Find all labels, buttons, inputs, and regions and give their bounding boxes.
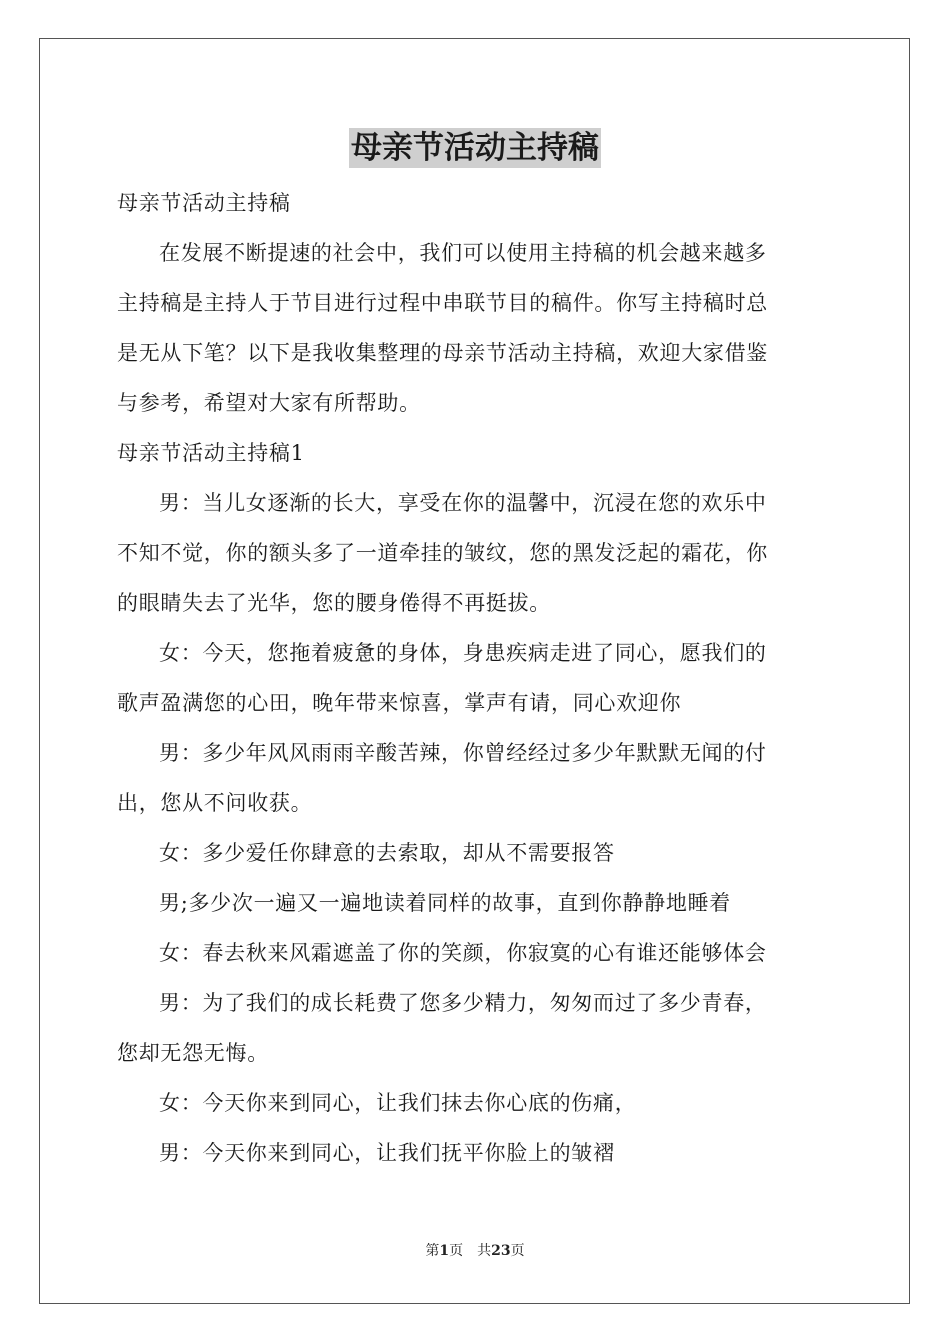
dialogue-paragraph <box>117 478 837 628</box>
text-line: 男;多少次一遍又一遍地读着同样的故事，直到你静静地睡着 <box>159 891 731 915</box>
text-line: 女：多少爱任你肆意的去索取，却从不需要报答 <box>159 841 615 865</box>
text-line: 与参考，希望对大家有所帮助。 <box>117 391 421 415</box>
text-line: 的眼睛失去了光华，您的腰身倦得不再挺拔。 <box>117 591 551 615</box>
title-container <box>0 128 950 168</box>
footer-suffix: 页 <box>510 1243 525 1259</box>
text-line: 主持稿是主持人于节目进行过程中串联节目的稿件。你写主持稿时总 <box>117 291 768 315</box>
current-page-number: 1 <box>439 1243 450 1259</box>
dialogue-paragraph <box>117 1078 837 1128</box>
footer-mid: 页 共 <box>449 1243 492 1259</box>
section-heading: 母亲节活动主持稿1 <box>117 441 305 465</box>
dialogue-paragraph <box>117 628 837 728</box>
text-line: 男：为了我们的成长耗费了您多少精力，匆匆而过了多少青春， <box>159 991 767 1015</box>
footer-prefix: 第 <box>425 1243 440 1259</box>
text-line: 出，您从不问收获。 <box>117 791 313 815</box>
dialogue-paragraph <box>117 878 837 928</box>
text-line: 在发展不断提速的社会中，我们可以使用主持稿的机会越来越多 <box>159 241 767 265</box>
text-line: 女：今天，您拖着疲惫的身体，身患疾病走进了同心，愿我们的 <box>159 641 767 665</box>
total-pages-number: 23 <box>491 1243 511 1259</box>
dialogue-paragraph <box>117 928 837 978</box>
intro-paragraph <box>117 228 837 428</box>
dialogue-paragraph <box>117 978 837 1078</box>
text-line: 男：今天你来到同心，让我们抚平你脸上的皱褶 <box>159 1141 615 1165</box>
text-line: 您却无怨无悔。 <box>117 1041 269 1065</box>
text-line: 男：当儿女逐渐的长大，享受在你的温馨中，沉浸在您的欢乐中 <box>159 491 767 515</box>
text-line: 女：春去秋来风霜遮盖了你的笑颜，你寂寞的心有谁还能够体会 <box>159 941 767 965</box>
text-line: 歌声盈满您的心田，晚年带来惊喜，掌声有请，同心欢迎你 <box>117 691 682 715</box>
text-line: 男：多少年风风雨雨辛酸苦辣，你曾经经过多少年默默无闻的付 <box>159 741 767 765</box>
text-line: 是无从下笔？以下是我收集整理的母亲节活动主持稿，欢迎大家借鉴 <box>117 341 768 365</box>
document-title: 母亲节活动主持稿 <box>351 130 599 166</box>
page-footer <box>0 1240 950 1260</box>
text-line: 不知不觉，你的额头多了一道牵挂的皱纹，您的黑发泛起的霜花，你 <box>117 541 768 565</box>
text-line: 女：今天你来到同心，让我们抹去你心底的伤痛， <box>159 1091 637 1115</box>
subtitle: 母亲节活动主持稿 <box>117 191 291 215</box>
dialogue-paragraph <box>117 1128 837 1178</box>
dialogue-paragraph <box>117 728 837 828</box>
dialogue-paragraph <box>117 828 837 878</box>
document-body <box>117 178 837 1178</box>
